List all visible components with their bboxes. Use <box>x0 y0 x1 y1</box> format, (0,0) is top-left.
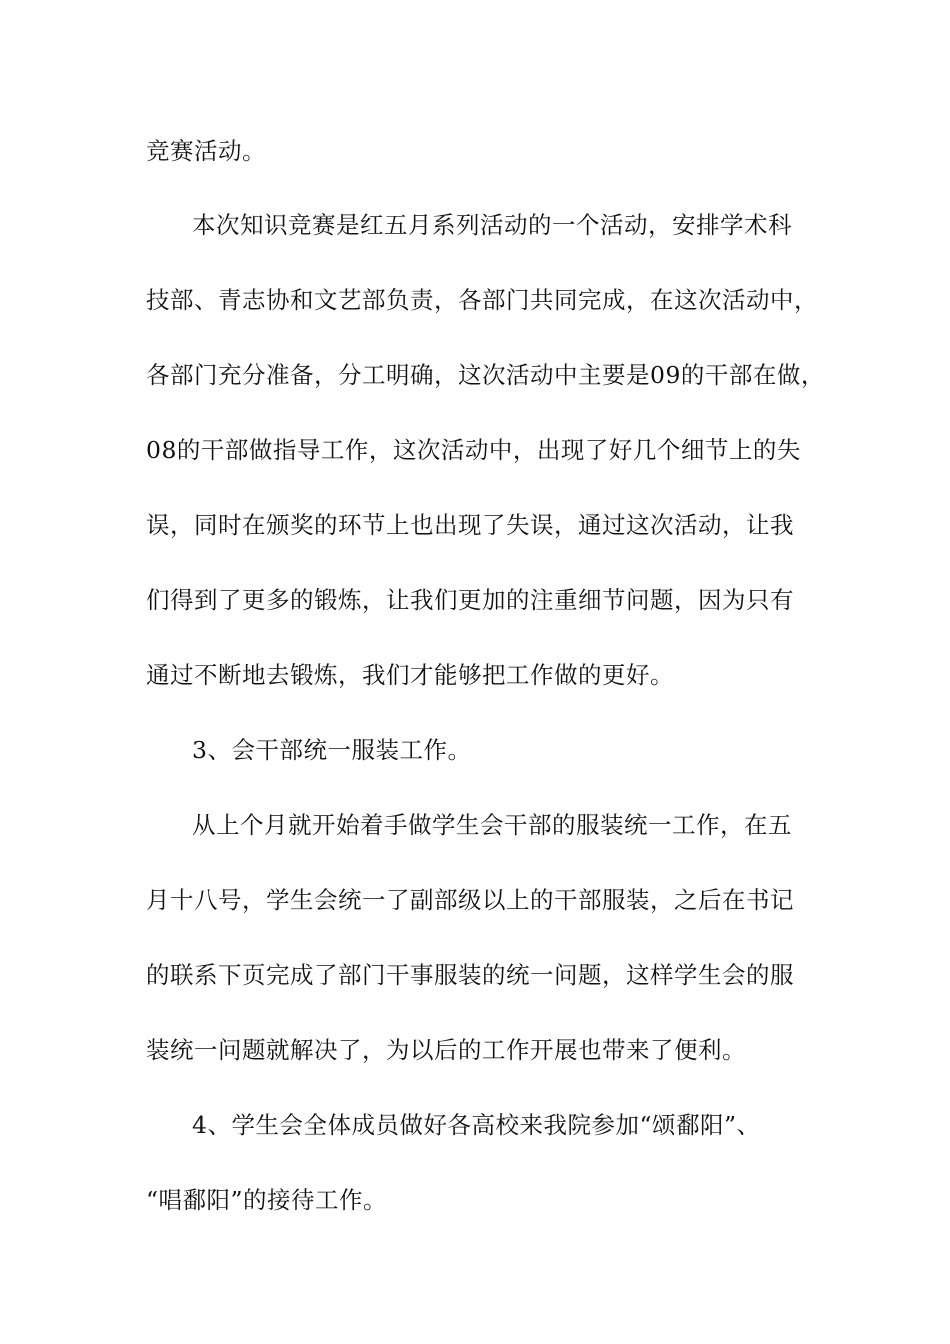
text-line: 4、学生会全体成员做好各高校来我院参加“颂鄱阳”、 <box>192 1111 761 1139</box>
text-line: 误，同时在颁奖的环节上也出现了失误，通过这次活动，让我 <box>146 511 794 539</box>
text-line: 技部、青志协和文艺部负责，各部门共同完成，在这次活动中， <box>146 286 818 314</box>
text-line: 08的干部做指导工作，这次活动中，出现了好几个细节上的失 <box>146 436 801 464</box>
text-line: 竞赛活动。 <box>146 137 266 165</box>
text-line: “唱鄱阳”的接待工作。 <box>146 1186 388 1214</box>
text-line: 的联系下页完成了部门干事服装的统一问题，这样学生会的服 <box>146 961 794 989</box>
text-line: 们得到了更多的锻炼，让我们更加的注重细节问题，因为只有 <box>146 586 794 614</box>
text-line: 装统一问题就解决了，为以后的工作开展也带来了便利。 <box>146 1036 746 1064</box>
text-line: 各部门充分准备，分工明确，这次活动中主要是09的干部在做， <box>146 361 825 389</box>
text-line: 3、会干部统一服装工作。 <box>192 736 472 764</box>
text-line: 月十八号，学生会统一了副部级以上的干部服装，之后在书记 <box>146 886 794 914</box>
text-line: 通过不断地去锻炼，我们才能够把工作做的更好。 <box>146 661 674 689</box>
text-line: 从上个月就开始着手做学生会干部的服装统一工作，在五 <box>192 811 792 839</box>
text-line: 本次知识竞赛是红五月系列活动的一个活动，安排学术科 <box>192 211 792 239</box>
